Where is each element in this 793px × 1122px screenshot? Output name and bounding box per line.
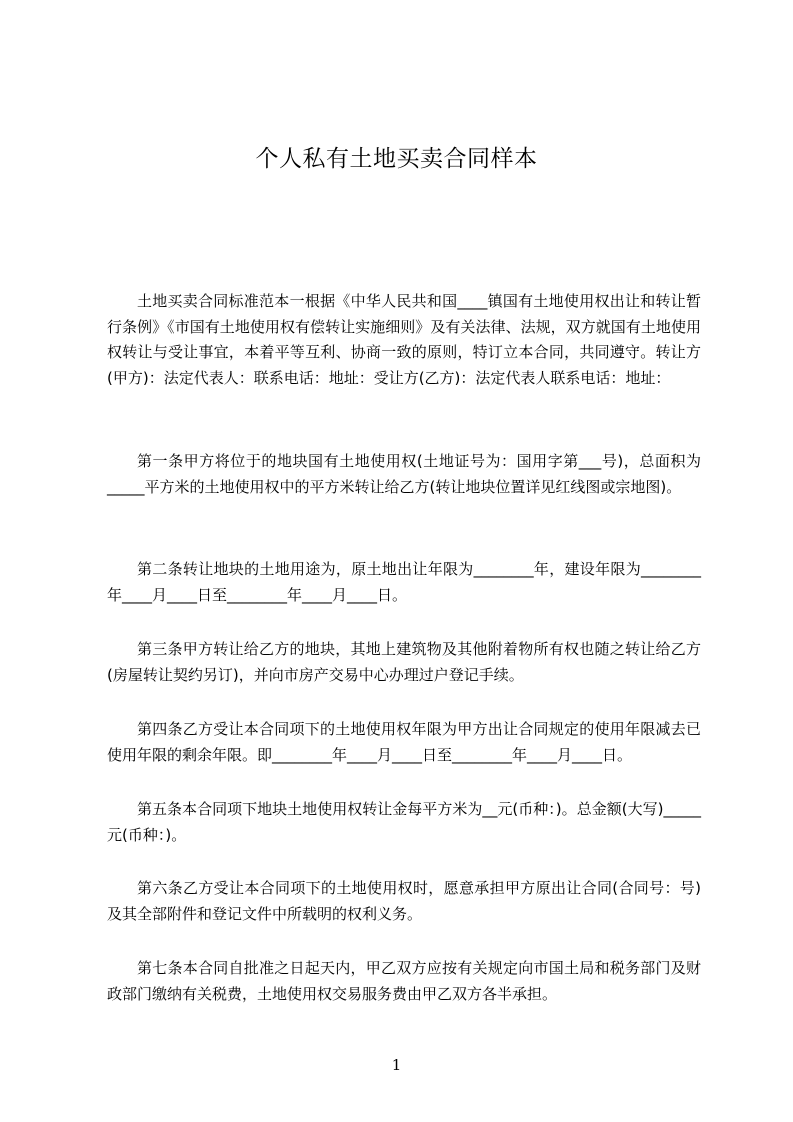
paragraph-preamble: 土地买卖合同标准范本一根据《中华人民共和国____镇国有土地使用权出让和转让暂行条例》《市国有土地使用权有偿转让实施细则》及有关法律、法规，双方就国有土地使用权转让与受让事宜，本着平等互利、协商一致的原则，特订立本合同，共同遵守。转让方(甲方)：法定代表人：联系电话：地址：受让方(乙方)：法定代表人联系电话：地址： [107,292,701,387]
paragraph-article-2: 第二条转让地块的土地用途为，原土地出让年限为________年，建设年限为________年____月____日至________年____月____日。 [107,560,701,604]
paragraph-article-5: 第五条本合同项下地块土地使用权转让金每平方米为__元(币种：)。总金额(大写)_____元(币种：)。 [107,800,701,844]
paragraph-article-6: 第六条乙方受让本合同项下的土地使用权时，愿意承担甲方原出让合同(合同号：号)及其全部附件和登记文件中所载明的权利义务。 [107,879,701,923]
page-number: 1 [391,1056,402,1074]
paragraph-article-3: 第三条甲方转让给乙方的地块，其地上建筑物及其他附着物所有权也随之转让给乙方(房屋转让契约另订)，并向市房产交易中心办理过户登记手续。 [107,640,701,684]
paragraph-article-7: 第七条本合同自批准之日起天内，甲乙双方应按有关规定向市国土局和税务部门及财政部门缴纳有关税费，土地使用权交易服务费由甲乙双方各半承担。 [107,959,701,1003]
paragraph-article-4: 第四条乙方受让本合同项下的土地使用权年限为甲方出让合同规定的使用年限减去已使用年限的剩余年限。即________年____月____日至________年____月____日。 [107,720,701,764]
paragraph-article-1: 第一条甲方将位于的地块国有土地使用权(土地证号为：国用字第___号)，总面积为_____平方米的土地使用权中的平方米转让给乙方(转让地块位置详见红线图或宗地图)。 [107,452,701,496]
page-title: 个人私有土地买卖合同样本 [255,146,538,172]
